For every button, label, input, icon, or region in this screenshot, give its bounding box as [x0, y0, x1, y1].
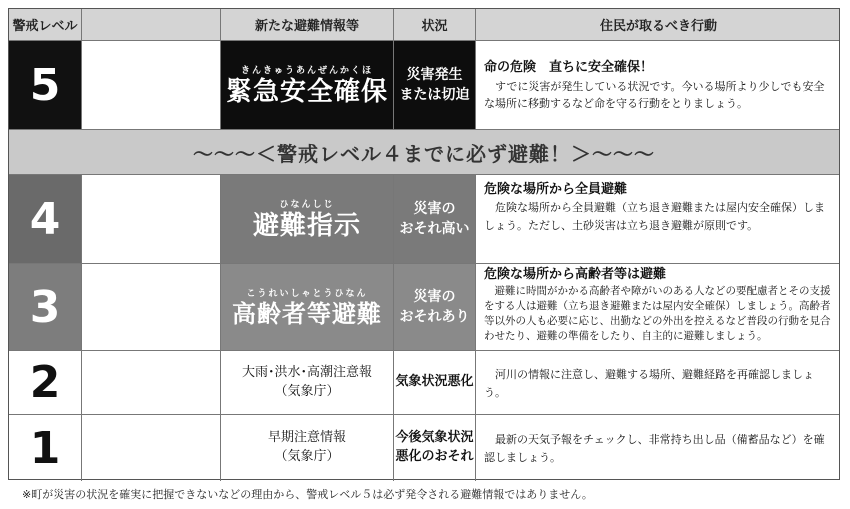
illustration-placeholder: [90, 45, 212, 125]
status-line: 悪化のおそれ: [395, 449, 474, 464]
level-4-row: [9, 175, 839, 264]
evacuate-banner: ～～～＜警戒レベル４までに必ず避難！＞～～～: [9, 130, 839, 175]
status-line: 災害の: [413, 200, 456, 217]
action-head: 危険な場所から全員避難: [484, 182, 628, 197]
status-line: 気象状況悪化: [395, 374, 474, 390]
level-3-name: 高齢者等避難: [232, 300, 382, 329]
level-1-status: [394, 415, 476, 481]
level-4-action: [476, 175, 841, 263]
header-level: 警戒レベル: [9, 9, 82, 40]
level-3-row: [9, 264, 839, 351]
action-head: 危険な場所から高齢者等は避難: [484, 267, 667, 282]
action-head: 命の危険 直ちに安全確保！: [484, 60, 654, 76]
illustration-placeholder: [90, 268, 212, 346]
info-line: （気象庁）: [274, 383, 340, 399]
level-4-status: [394, 175, 476, 263]
level-2-row: [9, 351, 839, 415]
info-line: （気象庁）: [274, 449, 340, 464]
level-5-ruby: きんきゅうあんぜんかくほ: [240, 66, 373, 77]
level-1-blank: [82, 415, 221, 481]
level-1-action: [476, 415, 841, 481]
status-line: 今後気象状況: [395, 430, 474, 446]
level-2-number: 2: [9, 351, 82, 414]
level-5-illustration: [82, 41, 221, 129]
header-action: 住民が取るべき行動: [599, 19, 717, 34]
level-5-name: 緊急安全確保: [225, 77, 388, 108]
level-5-row: [9, 41, 839, 130]
level-3-illustration: [82, 264, 221, 350]
info-line: 大雨･洪水･高潮注意報: [241, 364, 372, 380]
level-3-status: [394, 264, 476, 350]
status-line: 災害の: [413, 288, 456, 305]
level-5-info: [221, 41, 394, 129]
level-5-number: 5: [9, 41, 82, 129]
level-2-action: [476, 351, 841, 414]
level-4-illustration: [82, 175, 221, 263]
level-4-info: [221, 175, 394, 263]
table-header: [9, 9, 839, 41]
level-4-number: 4: [9, 175, 82, 263]
level-4-name: 避難指示: [252, 211, 361, 242]
level-1-row: [9, 415, 839, 481]
status-line: おそれあり: [399, 309, 470, 325]
footnote: ※町が災害の状況を確実に把握できないなどの理由から、警戒レベル５は必ず発令される避難情報ではありません。: [22, 488, 593, 501]
action-body: すでに災害が発生している状況です。今いる場所より少しでも安全な場所に移動するなど命を守る行動をとりましょう。: [484, 79, 825, 111]
action-body: 避難に時間がかかる高齢者や障がいのある人などの要配慮者とその支援をする人は避難（立ち退き避難または屋内安全確保）しましょう。高齢者等以外の人も必要に応じ、出勤などの外出を控えるなど普段の行動を見合わせたり、避難の準備をしたり、自主的に避難しましょう。: [484, 284, 831, 342]
level-2-status: [394, 351, 476, 414]
status-line: 災害発生: [406, 66, 463, 83]
level-3-action: [476, 264, 841, 350]
level-2-blank: [82, 351, 221, 414]
header-blank: [82, 9, 221, 40]
level-2-info: [221, 351, 394, 414]
level-3-number: 3: [9, 264, 82, 350]
header-info: 新たな避難情報等: [221, 9, 394, 40]
level-1-info: [221, 415, 394, 481]
level-4-ruby: ひなんしじ: [279, 200, 335, 211]
level-1-number: 1: [9, 415, 82, 481]
action-body: 危険な場所から全員避難（立ち退き避難または屋内安全確保）しましょう。ただし、土砂災害は立ち退き避難が原則です。: [484, 201, 825, 232]
level-3-info: [221, 264, 394, 350]
illustration-placeholder: [90, 179, 215, 259]
alert-level-table: [8, 8, 840, 480]
info-line: 早期注意情報: [267, 430, 346, 446]
status-line: おそれ高い: [399, 221, 470, 237]
action-body: 河川の情報に注意し、避難する場所、避難経路を再確認しましょう。: [484, 367, 814, 399]
level-3-ruby: こうれいしゃとうひなん: [246, 289, 368, 300]
level-5-status: [394, 41, 476, 129]
header-status: 状況: [394, 9, 476, 40]
level-5-action: [476, 41, 841, 129]
action-body: 最新の天気予報をチェックし、非常持ち出し品（備蓄品など）を確認しましょう。: [484, 433, 825, 464]
status-line: または切迫: [399, 87, 470, 103]
